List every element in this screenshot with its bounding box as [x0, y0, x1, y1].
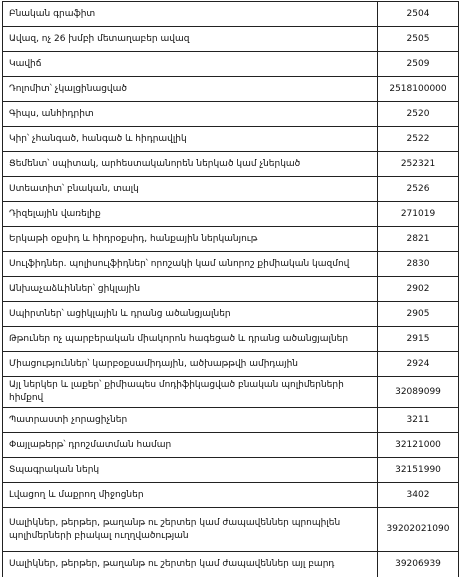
- product-code-cell: 2520: [378, 102, 459, 127]
- product-name-cell: Այլ ներկեր և լաքեր՝ քիմիապես մոդիֆիկացված բնական պոլիմերների հիմքով: [3, 377, 378, 408]
- product-code-cell: 3211: [378, 408, 459, 433]
- product-name-cell: Դոլոմիտ՝ չկալցինացված: [3, 77, 378, 102]
- goods-code-table: [2, 1, 459, 577]
- table-row: [3, 327, 459, 352]
- table-row: [3, 77, 459, 102]
- product-code-cell: 2518100000: [378, 77, 459, 102]
- product-name-cell: Ավազ, ոչ 26 խմբի մետաղաբեր ավազ: [3, 27, 378, 52]
- product-code-cell: 2526: [378, 177, 459, 202]
- product-name-cell: Փայլաթերթ՝ դրոշմատման համար: [3, 433, 378, 458]
- product-name-cell: Ցեմենտ՝ սպիտակ, արհեստականորեն ներկած կամ չներկած: [3, 152, 378, 177]
- product-code-cell: 2522: [378, 127, 459, 152]
- product-name-cell: Կիր՝ չհանգած, հանգած և հիդրավլիկ: [3, 127, 378, 152]
- table-row: [3, 127, 459, 152]
- product-code-cell: 2505: [378, 27, 459, 52]
- product-name-cell: Սպիրտներ՝ ացիկլային և դրանց ածանցյալներ: [3, 302, 378, 327]
- product-name-cell: Սալիկներ, թերթեր, թաղանթ ու շերտեր կամ ժապավեններ պրոպիլեն պոլիմերների բիակալ ուղղվածության: [3, 508, 378, 552]
- product-name-cell: Տպագրական ներկ: [3, 458, 378, 483]
- product-name-cell: Կավիճ: [3, 52, 378, 77]
- product-code-cell: 2509: [378, 52, 459, 77]
- table-row: [3, 152, 459, 177]
- table-row: [3, 458, 459, 483]
- table-row: [3, 2, 459, 27]
- table-row: [3, 552, 459, 577]
- product-name-cell: Միացություններ՝ կարբօքսամիդային, ածխաթթվի ամիդային: [3, 352, 378, 377]
- product-name-cell: Ստեատիտ՝ բնական, տալկ: [3, 177, 378, 202]
- product-name-cell: Պատրաստի չորացիչներ: [3, 408, 378, 433]
- product-name-cell: Սալիկներ, թերթեր, թաղանթ ու շերտեր կամ ժապավեններ այլ բարդ: [3, 552, 378, 577]
- table-row: [3, 433, 459, 458]
- table-row: [3, 202, 459, 227]
- product-code-cell: 2905: [378, 302, 459, 327]
- product-code-cell: 2821: [378, 227, 459, 252]
- product-code-cell: 252321: [378, 152, 459, 177]
- table-row: [3, 177, 459, 202]
- product-name-cell: Գիպս, անհիդրիտ: [3, 102, 378, 127]
- table-row: [3, 252, 459, 277]
- product-code-cell: 2902: [378, 277, 459, 302]
- product-name-cell: Բնական գրաֆիտ: [3, 2, 378, 27]
- product-name-cell: Լվացող և մաքրող միջոցներ: [3, 483, 378, 508]
- product-name-cell: Դիզելային վառելիք: [3, 202, 378, 227]
- product-code-cell: 2915: [378, 327, 459, 352]
- table-row: [3, 508, 459, 552]
- table-row: [3, 227, 459, 252]
- table-row: [3, 483, 459, 508]
- product-code-cell: 32089099: [378, 377, 459, 408]
- product-code-cell: 32121000: [378, 433, 459, 458]
- table-body: [3, 2, 459, 577]
- product-name-cell: Թթուներ ոչ պարբերական միակորոն հագեցած և դրանց ածանցյալներ: [3, 327, 378, 352]
- product-name-cell: Անխաչաձևիններ՝ ցիկլային: [3, 277, 378, 302]
- product-code-cell: 39202021090: [378, 508, 459, 552]
- table-row: [3, 27, 459, 52]
- table-row: [3, 377, 459, 408]
- product-name-cell: Երկաթի օքսիդ և հիդրօքսիդ, հանքային ներկանյութ: [3, 227, 378, 252]
- product-name-cell: Սուլֆիդներ. պոլիսուլֆիդներ՝ որոշակի կամ անորոշ քիմիական կազմով: [3, 252, 378, 277]
- table-row: [3, 277, 459, 302]
- product-code-cell: 2830: [378, 252, 459, 277]
- table-row: [3, 408, 459, 433]
- table-row: [3, 52, 459, 77]
- table-row: [3, 302, 459, 327]
- product-code-cell: 2924: [378, 352, 459, 377]
- table-row: [3, 352, 459, 377]
- product-code-cell: 32151990: [378, 458, 459, 483]
- product-code-cell: 3402: [378, 483, 459, 508]
- product-code-cell: 2504: [378, 2, 459, 27]
- table-row: [3, 102, 459, 127]
- product-code-cell: 39206939: [378, 552, 459, 577]
- product-code-cell: 271019: [378, 202, 459, 227]
